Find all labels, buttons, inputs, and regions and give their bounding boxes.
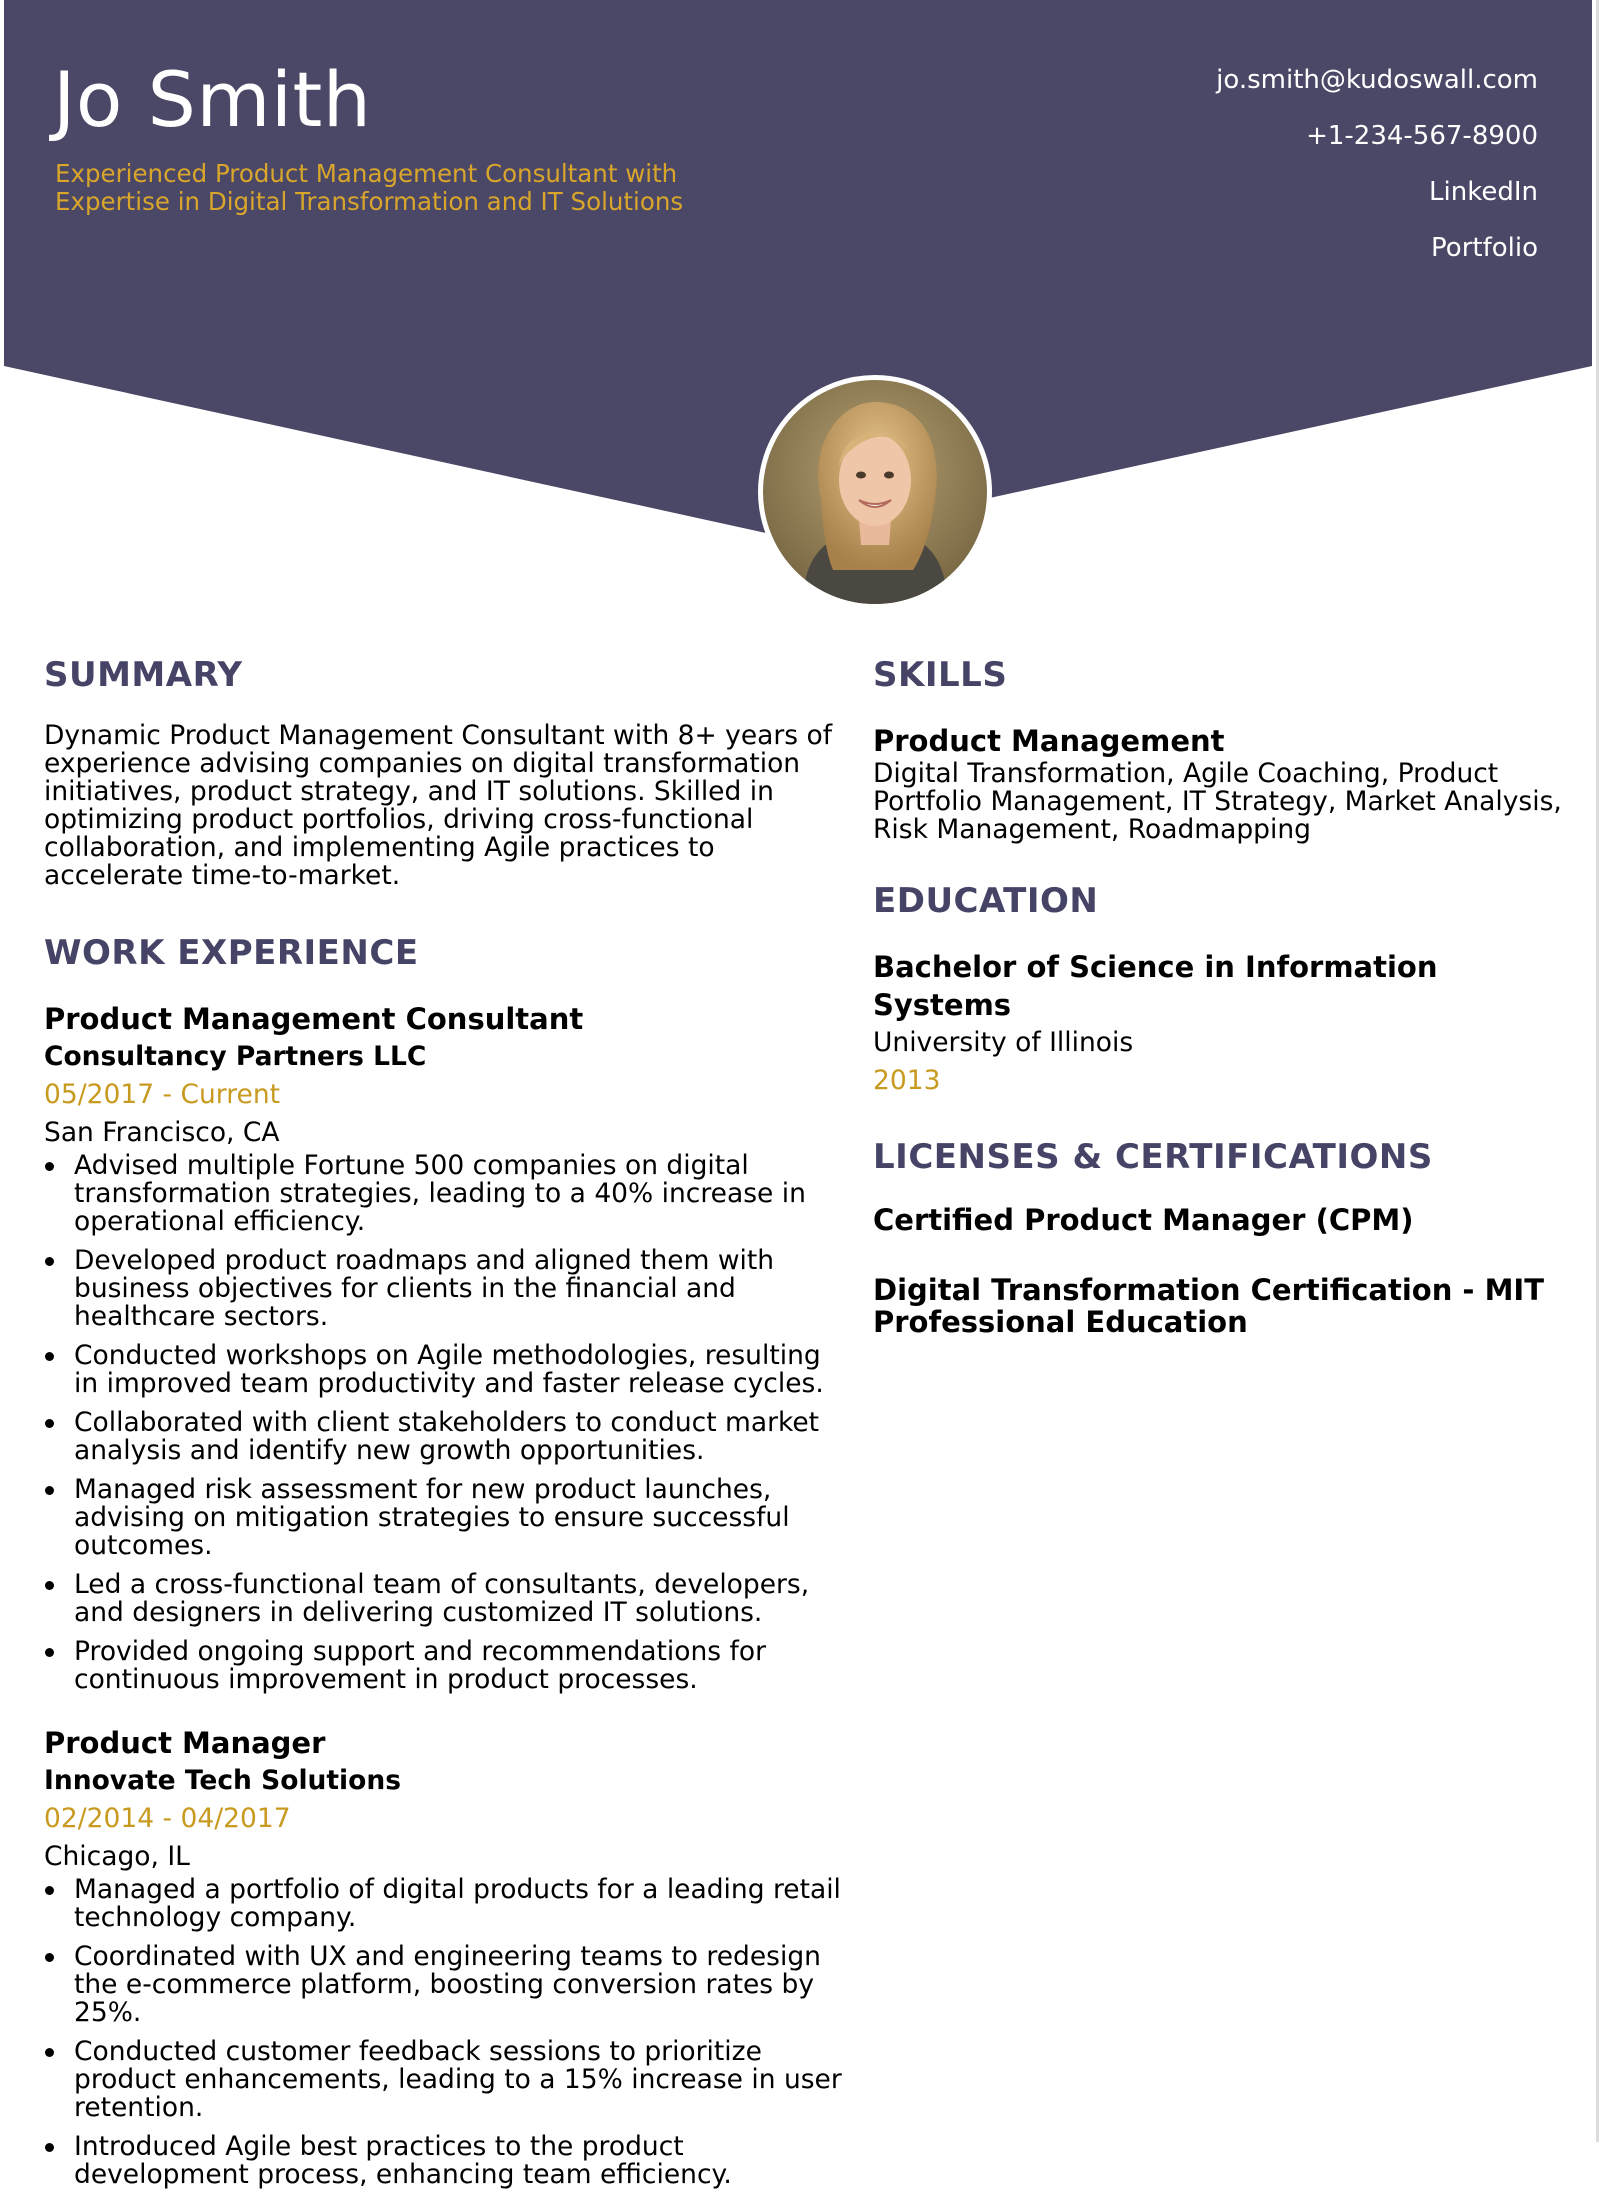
bullet-text: Provided ongoing support and recommendations for continuous improvement in product processes.	[74, 1636, 766, 1695]
list-item	[44, 1876, 844, 1932]
bullet-icon	[45, 2143, 54, 2152]
skill-list: Digital Transformation, Agile Coaching, Product Portfolio Management, IT Strategy, Market Analysis, Risk Management, Roadmapping	[873, 758, 1562, 845]
summary-heading: SUMMARY	[44, 655, 243, 695]
left-column	[44, 650, 844, 2200]
list-item	[44, 1409, 844, 1465]
bullet-icon	[45, 1886, 54, 1895]
bullet-text: Conducted customer feedback sessions to prioritize product enhancements, leading to a 15% increase in user retention.	[74, 2036, 842, 2123]
job-company: Innovate Tech Solutions	[44, 1765, 401, 1796]
bullet-text: Coordinated with UX and engineering teams to redesign the e-commerce platform, boosting conversion rates by 25%.	[74, 1941, 821, 2028]
school-name: University of Illinois	[873, 1027, 1134, 1058]
bullet-icon	[45, 1953, 54, 1962]
contact-phone-text[interactable]: +1-234-567-8900	[1306, 121, 1538, 151]
job-title: Product Management Consultant	[44, 1002, 584, 1036]
skill-category: Product Management	[873, 724, 1225, 758]
job-location: San Francisco, CA	[44, 1117, 280, 1148]
avatar	[758, 375, 992, 609]
list-item	[44, 2038, 844, 2122]
job-title: Product Manager	[44, 1726, 326, 1760]
job-location: Chicago, IL	[44, 1841, 190, 1872]
contact-portfolio-link[interactable]: Portfolio	[1431, 233, 1538, 263]
bullet-text: Led a cross-functional team of consultants, developers, and designers in delivering customized IT solutions.	[74, 1569, 810, 1628]
bullet-icon	[45, 1581, 54, 1590]
skills-heading: SKILLS	[873, 655, 1008, 695]
bullet-icon	[45, 1352, 54, 1361]
degree-title: Bachelor of Science in Information Systems	[873, 950, 1438, 1022]
list-item	[44, 1342, 844, 1398]
bullet-text: Introduced Agile best practices to the product development process, enhancing team efficiency.	[74, 2131, 732, 2190]
summary-text: Dynamic Product Management Consultant with 8+ years of experience advising companies on digital transformation initiatives, product strategy, and IT solutions. Skilled in optimizing product portfolios, driving cross-functional collaboration, and implementing Agile practices to accelerate time-to-market.	[44, 720, 833, 891]
job-dates: 02/2014 - 04/2017	[44, 1803, 291, 1834]
list-item	[44, 1476, 844, 1560]
education-heading: EDUCATION	[873, 881, 1099, 921]
contact-email[interactable]	[1216, 66, 1538, 122]
graduation-year: 2013	[873, 1065, 941, 1096]
list-item	[44, 2133, 844, 2189]
bullet-text: Developed product roadmaps and aligned them with business objectives for clients in the financial and healthcare sectors.	[74, 1245, 775, 1332]
bullet-text: Managed risk assessment for new product launches, advising on mitigation strategies to ensure successful outcomes.	[74, 1474, 790, 1561]
list-item	[44, 1638, 844, 1694]
bullet-icon	[45, 1486, 54, 1495]
job-dates: 05/2017 - Current	[44, 1079, 281, 1110]
job-entry	[44, 1724, 844, 2189]
certification-item: Digital Transformation Certification - MIT Professional Education	[873, 1273, 1544, 1339]
contact-email-text[interactable]: jo.smith@kudoswall.com	[1216, 65, 1538, 95]
job-entry	[44, 1000, 844, 1694]
bullet-icon	[45, 1648, 54, 1657]
bullet-icon	[45, 1419, 54, 1428]
bullet-text: Managed a portfolio of digital products for a leading retail technology company.	[74, 1874, 841, 1933]
candidate-name: Jo Smith	[53, 55, 372, 144]
job-bullet-list	[44, 1876, 844, 2189]
list-item	[44, 1943, 844, 2027]
job-bullet-list	[44, 1152, 844, 1694]
certifications-heading: LICENSES & CERTIFICATIONS	[873, 1137, 1433, 1177]
contact-portfolio[interactable]	[1216, 234, 1538, 290]
bullet-text: Conducted workshops on Agile methodologies, resulting in improved team productivity and faster release cycles.	[74, 1340, 824, 1399]
job-company: Consultancy Partners LLC	[44, 1041, 427, 1072]
bullet-icon	[45, 1162, 54, 1171]
contact-linkedin[interactable]	[1216, 178, 1538, 234]
bullet-text: Collaborated with client stakeholders to conduct market analysis and identify new growth opportunities.	[74, 1407, 820, 1466]
bullet-icon	[45, 1257, 54, 1266]
contact-list	[1216, 66, 1538, 290]
work-experience-heading: WORK EXPERIENCE	[44, 933, 419, 973]
certification-item: Certified Product Manager (CPM)	[873, 1203, 1414, 1237]
list-item	[44, 1152, 844, 1236]
candidate-tagline: Experienced Product Management Consultant with Expertise in Digital Transformation and IT Solutions	[55, 159, 684, 216]
list-item	[44, 1571, 844, 1627]
contact-phone[interactable]	[1216, 122, 1538, 178]
list-item	[44, 1247, 844, 1331]
bullet-icon	[45, 2048, 54, 2057]
contact-linkedin-link[interactable]: LinkedIn	[1429, 177, 1538, 207]
bullet-text: Advised multiple Fortune 500 companies on digital transformation strategies, leading to a 40% increase in operational efficiency.	[74, 1150, 806, 1237]
profile-photo-icon	[763, 380, 987, 604]
right-column	[873, 650, 1563, 1338]
